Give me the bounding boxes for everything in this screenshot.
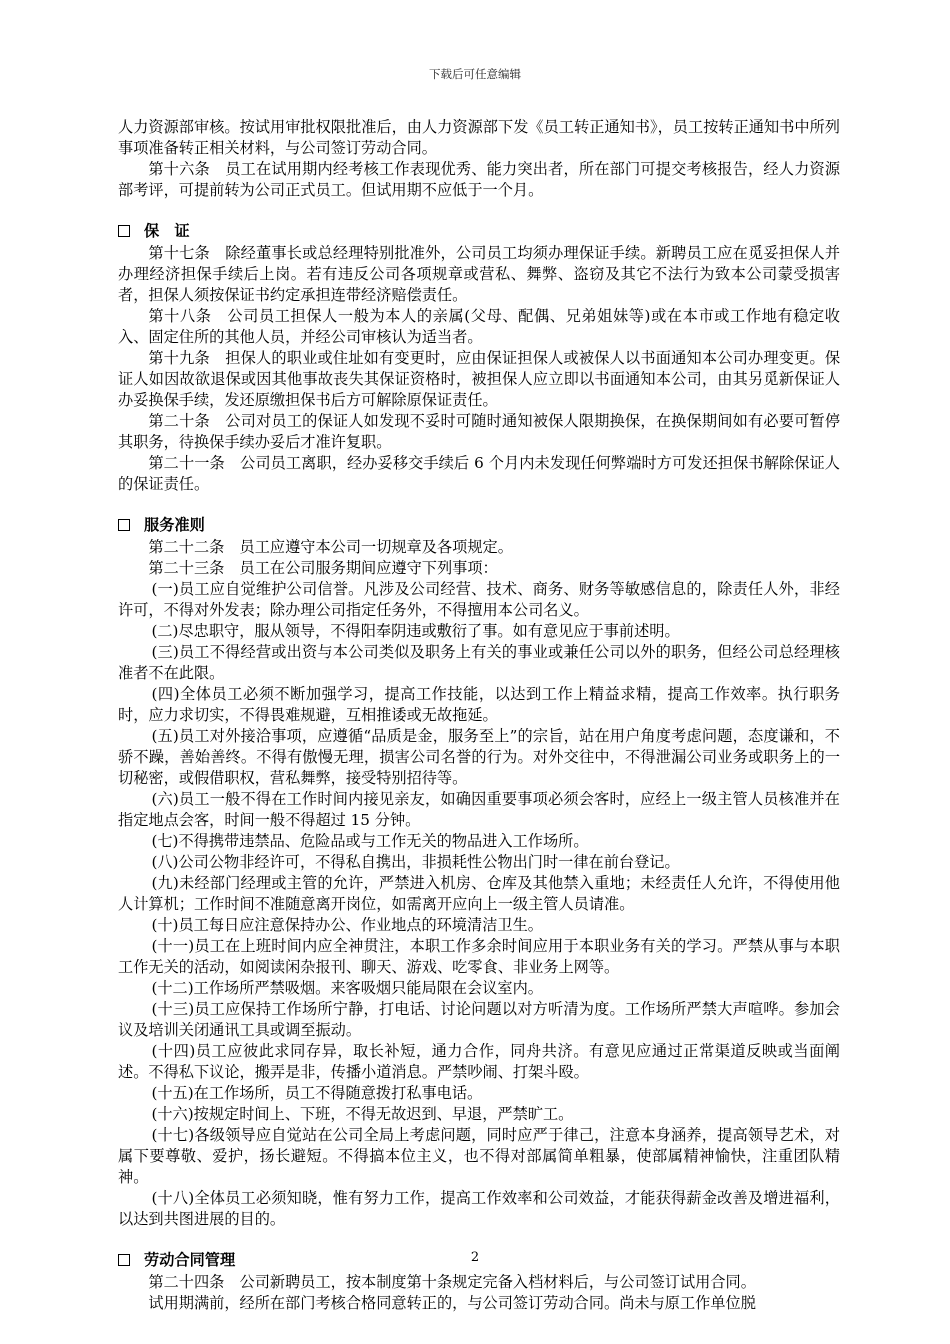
article-paragraph: 试用期满前，经所在部门考核合格同意转正的，与公司签订劳动合同。尚未与原工作单位脱 <box>148 1294 756 1312</box>
rule-item: (十五)在工作场所，员工不得随意拨打私事电话。 <box>151 1084 483 1102</box>
intro-paragraph-1: 人力资源部审核。按试用审批权限批准后，由人力资源部下发《员工转正通知书》，员工按转正通知书中所列事项准备转正相关材料，与公司签订劳动合同。 <box>118 118 840 157</box>
rule-item: (十二)工作场所严禁吸烟。来客吸烟只能局限在会议室内。 <box>151 979 543 997</box>
section-title: 服务准则 <box>144 516 205 534</box>
rule-item: (十四)员工应彼此求同存异，取长补短，通力合作，同舟共济。有意见应通过正常渠道反映或当面阐述。不得私下议论，搬弄是非，传播小道消息。严禁吵闹、打架斗殴。 <box>118 1042 840 1081</box>
article-paragraph: 第二十二条 员工应遵守本公司一切规章及各项规定。 <box>148 538 513 556</box>
page-header: 下载后可任意编辑 <box>429 67 521 81</box>
intro-paragraph-2: 第十六条 员工在试用期内经考核工作表现优秀、能力突出者，所在部门可提交考核报告，经人力资源部考评，可提前转为公司正式员工。但试用期不应低于一个月。 <box>118 160 840 199</box>
rule-item: (四)全体员工必须不断加强学习，提高工作技能，以达到工作上精益求精，提高工作效率。执行职务时，应力求切实，不得畏难规避，互相推诿或无故拖延。 <box>118 685 840 724</box>
rule-item: (九)未经部门经理或主管的允许，严禁进入机房、仓库及其他禁入重地；未经责任人允许，不得使用他人计算机；工作时间不准随意离开岗位，如需离开应向上一级主管人员请准。 <box>118 874 840 913</box>
rule-item: (一)员工应自觉维护公司信誉。凡涉及公司经营、技术、商务、财务等敏感信息的，除责任人外，非经许可，不得对外发表；除办理公司指定任务外，不得擅用本公司名义。 <box>118 580 840 619</box>
rule-item: (七)不得携带违禁品、危险品或与工作无关的物品进入工作场所。 <box>151 832 589 850</box>
document-body <box>118 117 840 1314</box>
article-paragraph: 第二十条 公司对员工的保证人如发现不妥时可随时通知被保人限期换保，在换保期间如有必要可暂停其职务，待换保手续办妥后才准许复职。 <box>118 412 840 451</box>
article-paragraph: 第十七条 除经董事长或总经理特别批准外，公司员工均须办理保证手续。新聘员工应在觅妥担保人并办理经济担保手续后上岗。若有违反公司各项规章或营私、舞弊、盗窃及其它不法行为致本公司蒙受损害者，担保人须按保证书约定承担连带经济赔偿责任。 <box>118 244 840 304</box>
rule-item: (三)员工不得经营或出资与本公司类似及职务上有关的事业或兼任公司以外的职务，但经公司总经理核准者不在此限。 <box>118 643 840 682</box>
rule-item: (十一)员工在上班时间内应全神贯注，本职工作多余时间应用于本职业务有关的学习。严禁从事与本职工作无关的活动，如阅读闲杂报刊、聊天、游戏、吃零食、非业务上网等。 <box>118 937 840 976</box>
section-heading-guarantee <box>118 219 840 243</box>
checkbox-square-icon <box>118 519 130 531</box>
page-number: 2 <box>470 1250 480 1265</box>
article-paragraph: 第十九条 担保人的职业或住址如有变更时，应由保证担保人或被保人以书面通知本公司办理变更。保证人如因故欲退保或因其他事故丧失其保证资格时，被担保人应立即以书面通知本公司，由其另觅新保证人办妥换保手续，发还原缴担保书后方可解除原保证责任。 <box>118 349 840 409</box>
rule-item: (十)员工每日应注意保持办公、作业地点的环境清洁卫生。 <box>151 916 543 934</box>
article-paragraph: 第十八条 公司员工担保人一般为本人的亲属(父母、配偶、兄弟姐妹等)或在本市或工作地有稳定收入、固定住所的其他人员，并经公司审核认为适当者。 <box>118 307 840 346</box>
rule-item: (八)公司公物非经许可，不得私自携出，非损耗性公物出门时一律在前台登记。 <box>151 853 680 871</box>
rule-item: (十八)全体员工必须知晓，惟有努力工作，提高工作效率和公司效益，才能获得薪金改善及增进福利，以达到共图进展的目的。 <box>118 1189 840 1228</box>
article-paragraph: 第二十三条 员工在公司服务期间应遵守下列事项： <box>148 559 498 577</box>
rule-item: (十三)员工应保持工作场所宁静，打电话、讨论问题以对方听清为度。工作场所严禁大声喧哗。参加会议及培训关闭通讯工具或调至振动。 <box>118 1000 840 1039</box>
rule-item: (五)员工对外接洽事项，应遵循“品质是金，服务至上”的宗旨，站在用户角度考虑问题，态度谦和，不骄不躁，善始善终。不得有傲慢无理，损害公司名誉的行为。对外交往中，不得泄漏公司业务或职务上的一切秘密，或假借职权，营私舞弊，接受特别招待等。 <box>118 727 840 787</box>
rule-item: (六)员工一般不得在工作时间内接见亲友，如确因重要事项必须会客时，应经上一级主管人员核准并在指定地点会客，时间一般不得超过 15 分钟。 <box>118 790 840 829</box>
section-title: 劳动合同管理 <box>144 1251 236 1269</box>
rule-item: (十七)各级领导应自觉站在公司全局上考虑问题，同时应严于律己，注意本身涵养，提高领导艺术，对属下要尊敬、爱护，扬长避短。不得搞本位主义，也不得对部属简单粗暴，使部属精神愉快，注重团队精神。 <box>118 1126 840 1186</box>
section-title: 保 证 <box>144 222 190 240</box>
section-heading-service-rules <box>118 513 840 537</box>
article-paragraph: 第二十四条 公司新聘员工，按本制度第十条规定完备入档材料后，与公司签订试用合同。 <box>148 1273 756 1291</box>
rule-item: (二)尽忠职守，服从领导，不得阳奉阴违或敷衍了事。如有意见应于事前述明。 <box>151 622 680 640</box>
rule-item: (十六)按规定时间上、下班，不得无故迟到、早退，严禁旷工。 <box>151 1105 574 1123</box>
article-paragraph: 第二十一条 公司员工离职，经办妥移交手续后 6 个月内未发现任何弊端时方可发还担保书解除保证人的保证责任。 <box>118 454 840 493</box>
checkbox-square-icon <box>118 225 130 237</box>
